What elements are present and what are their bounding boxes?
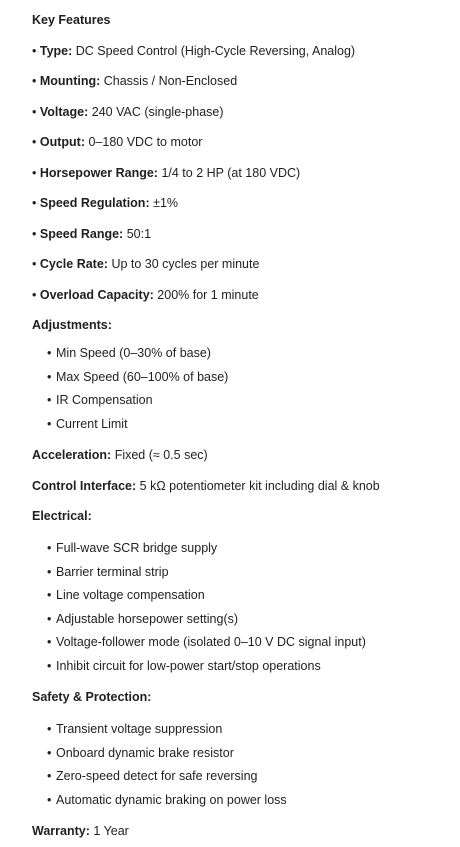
feature-value: 50:1 bbox=[126, 226, 152, 241]
feature-item bbox=[32, 71, 460, 91]
feature-item bbox=[32, 41, 460, 61]
feature-value: DC Speed Control (High-Cycle Reversing, Analog) bbox=[75, 43, 356, 58]
bullet-icon: • bbox=[47, 792, 52, 807]
bullet-icon: • bbox=[47, 611, 52, 626]
bullet-icon: • bbox=[47, 541, 52, 555]
feature-item bbox=[32, 254, 460, 274]
adjustment-item bbox=[47, 343, 460, 367]
feature-label: Mounting: bbox=[39, 74, 101, 88]
feature-label: Voltage: bbox=[39, 104, 89, 119]
bullet-icon: • bbox=[32, 226, 37, 241]
bullet-icon: • bbox=[47, 722, 52, 736]
bullet-icon: • bbox=[47, 588, 52, 602]
electrical-item-text: Full-wave SCR bridge supply bbox=[56, 541, 218, 555]
feature-list bbox=[32, 41, 460, 305]
feature-item bbox=[32, 224, 460, 244]
bullet-icon: • bbox=[47, 769, 52, 783]
feature-value: ±1% bbox=[153, 196, 179, 210]
feature-label: Speed Regulation: bbox=[39, 196, 150, 210]
feature-item bbox=[32, 163, 460, 183]
electrical-item-text: Line voltage compensation bbox=[56, 588, 205, 602]
feature-item bbox=[32, 285, 460, 305]
electrical-list bbox=[32, 538, 460, 679]
acceleration-label: Acceleration: bbox=[32, 448, 112, 462]
electrical-item bbox=[47, 585, 460, 609]
control-interface-label: Control Interface: bbox=[32, 478, 137, 493]
safety-list bbox=[32, 719, 460, 813]
bullet-icon: • bbox=[32, 74, 37, 88]
adjustment-item-text: Current Limit bbox=[56, 416, 128, 431]
adjustments-heading: Adjustments: bbox=[32, 318, 112, 332]
safety-item bbox=[47, 766, 460, 790]
feature-item bbox=[32, 102, 460, 122]
feature-label: Horsepower Range: bbox=[39, 165, 158, 180]
control-interface-value: 5 kΩ potentiometer kit including dial & knob bbox=[139, 478, 380, 493]
electrical-item-text: Voltage-follower mode (isolated 0–10 V DC signal input) bbox=[56, 635, 366, 649]
bullet-icon: • bbox=[32, 135, 37, 149]
safety-item-text: Onboard dynamic brake resistor bbox=[56, 745, 234, 760]
key-features-heading: Key Features bbox=[32, 13, 111, 27]
feature-value: 240 VAC (single-phase) bbox=[91, 104, 224, 119]
feature-item bbox=[32, 132, 460, 152]
feature-label: Cycle Rate: bbox=[39, 257, 108, 271]
adjustment-item bbox=[47, 367, 460, 391]
adjustment-item-text: IR Compensation bbox=[56, 393, 153, 407]
warranty-value: 1 Year bbox=[93, 824, 129, 838]
feature-value: Chassis / Non-Enclosed bbox=[103, 74, 238, 88]
bullet-icon: • bbox=[47, 346, 52, 360]
feature-label: Type: bbox=[39, 43, 73, 58]
bullet-icon: • bbox=[47, 745, 52, 760]
feature-label: Overload Capacity: bbox=[39, 287, 154, 302]
safety-heading: Safety & Protection: bbox=[32, 690, 152, 704]
warranty-line bbox=[32, 821, 460, 841]
feature-value: Up to 30 cycles per minute bbox=[111, 257, 260, 271]
control-interface-line bbox=[32, 476, 460, 496]
adjustments-list bbox=[32, 343, 460, 437]
bullet-icon: • bbox=[32, 257, 37, 271]
bullet-icon: • bbox=[47, 416, 52, 431]
adjustment-item-text: Min Speed (0–30% of base) bbox=[56, 346, 211, 360]
bullet-icon: • bbox=[32, 43, 37, 58]
electrical-item bbox=[47, 562, 460, 586]
feature-label: Speed Range: bbox=[39, 226, 124, 241]
safety-item-text: Zero-speed detect for safe reversing bbox=[56, 769, 258, 783]
safety-item bbox=[47, 743, 460, 767]
acceleration-value: Fixed (≈ 0.5 sec) bbox=[114, 448, 208, 462]
bullet-icon: • bbox=[47, 393, 52, 407]
safety-item-text: Automatic dynamic braking on power loss bbox=[56, 792, 287, 807]
electrical-item-text: Inhibit circuit for low-power start/stop operations bbox=[56, 658, 321, 673]
electrical-item-text: Barrier terminal strip bbox=[56, 564, 169, 579]
safety-item bbox=[47, 719, 460, 743]
warranty-label: Warranty: bbox=[32, 824, 90, 838]
adjustment-item bbox=[47, 390, 460, 414]
bullet-icon: • bbox=[32, 104, 37, 119]
electrical-item bbox=[47, 632, 460, 656]
electrical-heading: Electrical: bbox=[32, 509, 92, 523]
bullet-icon: • bbox=[47, 635, 52, 649]
bullet-icon: • bbox=[32, 165, 37, 180]
electrical-item bbox=[47, 609, 460, 633]
adjustment-item-text: Max Speed (60–100% of base) bbox=[56, 369, 229, 384]
safety-item-text: Transient voltage suppression bbox=[56, 722, 223, 736]
bullet-icon: • bbox=[32, 196, 37, 210]
bullet-icon: • bbox=[32, 287, 37, 302]
adjustment-item bbox=[47, 414, 460, 438]
bullet-icon: • bbox=[47, 564, 52, 579]
electrical-item-text: Adjustable horsepower setting(s) bbox=[56, 611, 239, 626]
safety-item bbox=[47, 790, 460, 814]
acceleration-line bbox=[32, 445, 460, 465]
bullet-icon: • bbox=[47, 369, 52, 384]
feature-label: Output: bbox=[39, 135, 85, 149]
electrical-item bbox=[47, 538, 460, 562]
feature-value: 0–180 VDC to motor bbox=[88, 135, 203, 149]
feature-item bbox=[32, 193, 460, 213]
electrical-item bbox=[47, 656, 460, 680]
feature-value: 200% for 1 minute bbox=[157, 287, 259, 302]
bullet-icon: • bbox=[47, 658, 52, 673]
feature-value: 1/4 to 2 HP (at 180 VDC) bbox=[161, 165, 301, 180]
